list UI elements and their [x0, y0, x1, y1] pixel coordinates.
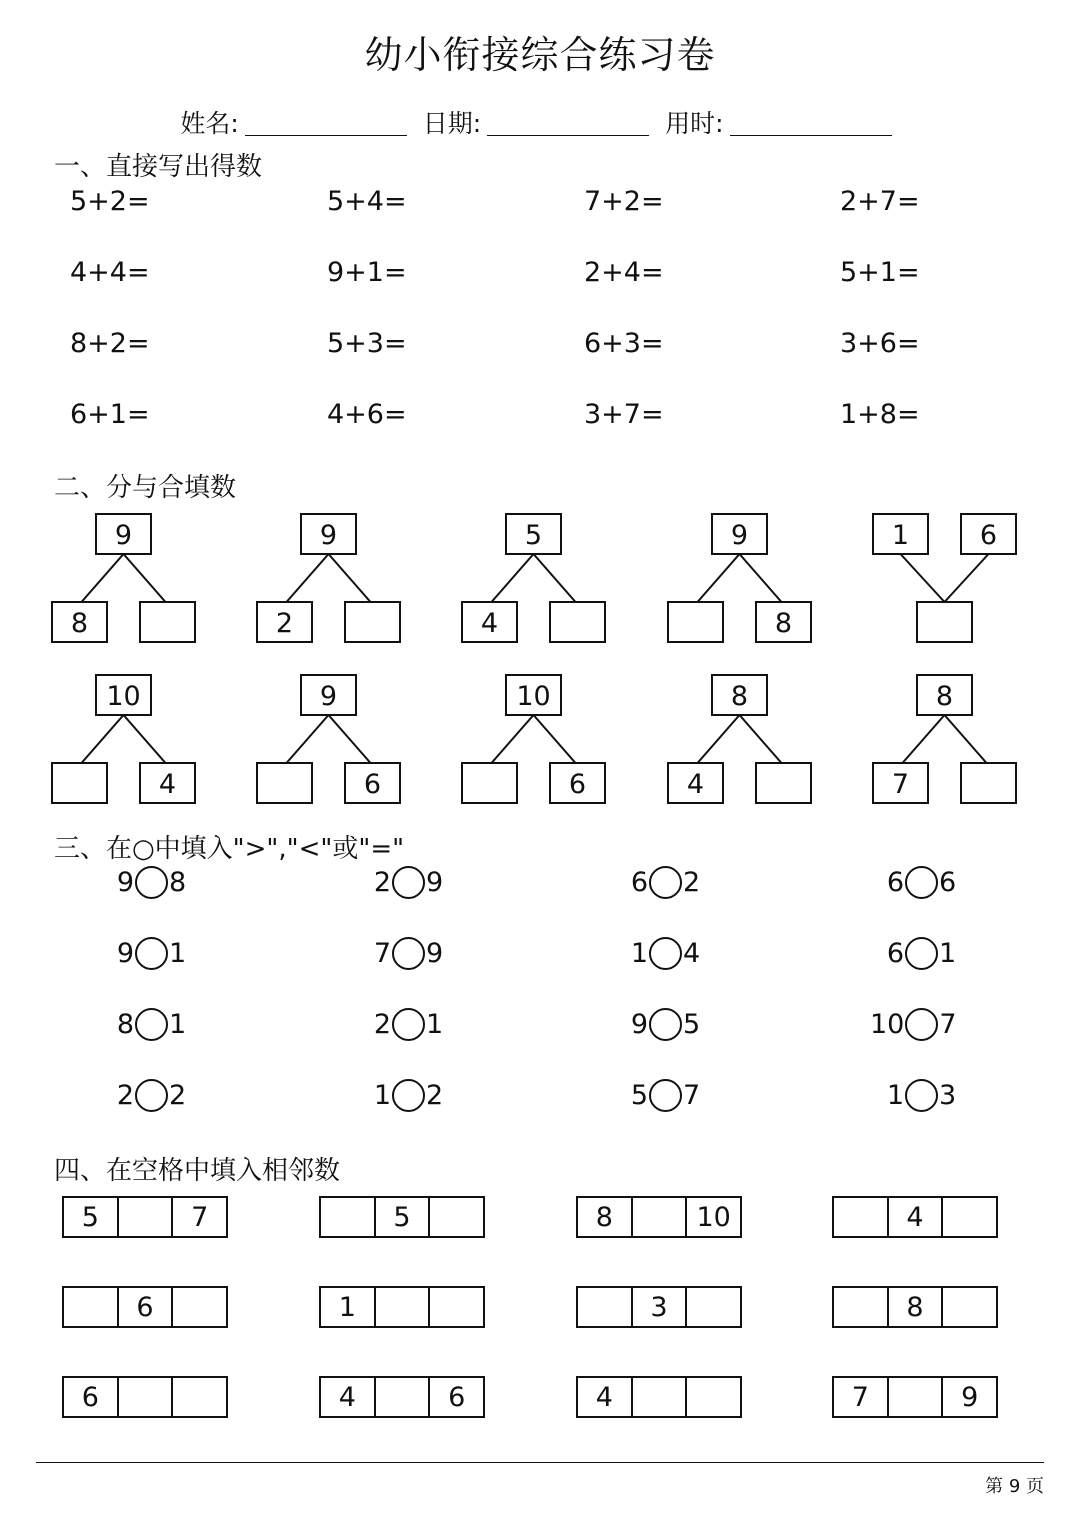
bond-part-box[interactable]	[345, 602, 400, 642]
compare-right-number: 1	[169, 938, 187, 969]
answer-circle[interactable]	[392, 1079, 425, 1112]
compare-right-number: 7	[683, 1080, 701, 1111]
comparison-item	[357, 1079, 443, 1112]
bond-part-box[interactable]	[756, 763, 811, 803]
bond-connector	[945, 554, 989, 602]
neighbor-cell[interactable]: 1	[321, 1288, 376, 1326]
compare-left-number: 2	[373, 867, 391, 898]
bond-part-box-value: 6	[568, 769, 587, 800]
section4-title: 四、在空格中填入相邻数	[54, 1156, 341, 1186]
bond-part-box[interactable]	[873, 763, 928, 803]
comparison-item	[870, 866, 956, 899]
addition-problem: 6+1=	[70, 399, 150, 430]
addition-problem: 5+4=	[327, 186, 407, 217]
addition-problem: 9+1=	[327, 257, 407, 288]
neighbor-strip	[576, 1376, 742, 1418]
bond-connector	[287, 715, 329, 763]
bond-part-box[interactable]	[550, 763, 605, 803]
neighbor-strip	[62, 1196, 228, 1238]
bond-whole-box-value: 10	[516, 681, 551, 712]
neighbor-cell[interactable]: 8	[889, 1288, 944, 1326]
neighbor-strip	[832, 1196, 998, 1238]
answer-circle[interactable]	[649, 1079, 682, 1112]
compare-left-number: 1	[630, 938, 648, 969]
neighbor-cell[interactable]	[376, 1288, 431, 1326]
neighbor-cell[interactable]: 3	[633, 1288, 688, 1326]
bond-connector	[82, 715, 124, 763]
neighbor-cell[interactable]	[119, 1378, 174, 1416]
bond-connector	[534, 715, 576, 763]
compare-right-number: 5	[683, 1009, 701, 1040]
bond-part-box-value: 4	[480, 608, 499, 639]
neighbor-strip	[62, 1286, 228, 1328]
bond-part-box[interactable]	[345, 763, 400, 803]
comparison-item	[870, 937, 956, 970]
neighbor-cell[interactable]	[687, 1288, 740, 1326]
neighbor-cell[interactable]	[173, 1288, 226, 1326]
page-number: 第 9 页	[985, 1476, 1044, 1497]
neighbor-cell[interactable]: 7	[191, 1201, 209, 1233]
compare-left-number: 9	[116, 938, 134, 969]
bond-part-box[interactable]	[668, 763, 723, 803]
neighbor-strip	[319, 1286, 485, 1328]
compare-left-number: 6	[886, 938, 904, 969]
neighbor-cell[interactable]	[321, 1198, 376, 1236]
neighbor-strip	[576, 1196, 742, 1238]
neighbor-strip	[319, 1376, 485, 1418]
bond-part-box[interactable]	[873, 514, 928, 554]
bond-connector	[329, 715, 371, 763]
neighbor-cell[interactable]	[687, 1378, 740, 1416]
answer-circle[interactable]	[905, 1079, 938, 1112]
section1-title: 一、直接写出得数	[54, 152, 263, 182]
neighbor-strip	[319, 1196, 485, 1238]
neighbor-strip	[832, 1376, 998, 1418]
bond-part-box[interactable]	[462, 763, 517, 803]
addition-problem: 1+8=	[840, 399, 920, 430]
name-label: 姓名:	[180, 109, 239, 138]
bond-part-box[interactable]	[756, 602, 811, 642]
neighbor-cell[interactable]: 9	[961, 1381, 979, 1413]
addition-problem: 4+6=	[327, 399, 407, 430]
compare-right-number: 2	[169, 1080, 187, 1111]
compare-left-number: 9	[630, 1009, 648, 1040]
comparison-item	[100, 866, 186, 899]
compare-right-number: 8	[169, 867, 187, 898]
compare-left-number: 1	[373, 1080, 391, 1111]
bond-part-box-value: 1	[891, 520, 910, 551]
addition-problem: 3+6=	[840, 328, 920, 359]
bond-part-box-value: 4	[158, 769, 177, 800]
bond-whole-box[interactable]	[506, 514, 561, 554]
section3-title: 三、在○中填入">","<"或"="	[54, 834, 405, 864]
bond-whole-box[interactable]	[712, 514, 767, 554]
neighbor-cell[interactable]	[119, 1198, 174, 1236]
addition-problem: 5+3=	[327, 328, 407, 359]
bond-whole-box-value: 9	[319, 681, 338, 712]
compare-left-number: 7	[373, 938, 391, 969]
answer-circle[interactable]	[649, 937, 682, 970]
bond-connector	[698, 715, 740, 763]
bond-whole-box[interactable]	[917, 602, 972, 642]
time-label: 用时:	[665, 109, 724, 138]
bond-whole-box[interactable]	[917, 675, 972, 715]
bond-connector	[287, 554, 329, 602]
date-label: 日期:	[422, 109, 482, 138]
comparison-item	[614, 1079, 700, 1112]
compare-left-number: 6	[630, 867, 648, 898]
bond-part-box[interactable]	[961, 514, 1016, 554]
neighbor-cell[interactable]: 4	[321, 1378, 376, 1416]
neighbor-cell[interactable]	[376, 1378, 431, 1416]
bond-connector	[329, 554, 371, 602]
answer-circle[interactable]	[649, 1008, 682, 1041]
neighbor-strip	[62, 1376, 228, 1418]
bond-connector	[698, 554, 740, 602]
answer-circle[interactable]	[905, 866, 938, 899]
bond-connector	[124, 554, 166, 602]
answer-circle[interactable]	[135, 937, 168, 970]
section2-title: 二、分与合填数	[54, 473, 237, 503]
answer-circle[interactable]	[392, 1008, 425, 1041]
comparison-item	[870, 1008, 957, 1041]
bond-connector	[740, 554, 782, 602]
comparison-item	[614, 937, 700, 970]
bond-part-box-value: 8	[774, 608, 793, 639]
neighbor-cell[interactable]: 4	[889, 1198, 944, 1236]
bond-part-box[interactable]	[668, 602, 723, 642]
neighbor-cell[interactable]: 10	[696, 1201, 731, 1233]
bond-part-box[interactable]	[140, 602, 195, 642]
bond-connector	[124, 715, 166, 763]
compare-right-number: 9	[426, 867, 444, 898]
neighbor-cell[interactable]: 5	[376, 1198, 431, 1236]
neighbor-cell[interactable]	[430, 1198, 483, 1236]
answer-circle[interactable]	[905, 937, 938, 970]
neighbor-cell[interactable]	[943, 1288, 996, 1326]
bond-whole-box[interactable]	[506, 675, 561, 715]
compare-left-number: 1	[886, 1080, 904, 1111]
bond-part-box[interactable]	[462, 602, 517, 642]
answer-circle[interactable]	[392, 937, 425, 970]
neighbor-cell[interactable]: 5	[64, 1198, 119, 1236]
bond-part-box[interactable]	[257, 763, 312, 803]
neighbor-cell[interactable]: 6	[119, 1288, 174, 1326]
bond-part-box-value: 4	[686, 769, 705, 800]
bond-part-box-value: 6	[979, 520, 998, 551]
bond-part-box-value: 7	[891, 769, 910, 800]
compare-right-number: 2	[426, 1080, 444, 1111]
comparison-item	[100, 1079, 186, 1112]
comparison-item	[614, 866, 700, 899]
bond-whole-box-value: 9	[319, 520, 338, 551]
comparison-item	[357, 937, 443, 970]
bond-whole-box-value: 5	[524, 520, 543, 551]
bond-part-box-value: 8	[70, 608, 89, 639]
comparison-item	[357, 866, 443, 899]
neighbor-cell[interactable]	[834, 1198, 889, 1236]
neighbor-cell[interactable]	[173, 1378, 226, 1416]
neighbor-cell[interactable]	[64, 1288, 119, 1326]
comparison-item	[357, 1008, 443, 1041]
bond-whole-box-value: 10	[106, 681, 141, 712]
addition-problem: 2+7=	[840, 186, 920, 217]
bond-whole-box-value: 9	[114, 520, 133, 551]
compare-left-number: 2	[116, 1080, 134, 1111]
neighbor-cell[interactable]	[633, 1378, 688, 1416]
bond-connector	[492, 554, 534, 602]
bond-connector	[82, 554, 124, 602]
compare-right-number: 1	[426, 1009, 444, 1040]
comparison-item	[100, 1008, 186, 1041]
answer-circle[interactable]	[135, 1079, 168, 1112]
addition-problem: 6+3=	[584, 328, 664, 359]
neighbor-cell[interactable]	[430, 1288, 483, 1326]
compare-left-number: 5	[630, 1080, 648, 1111]
bond-whole-box[interactable]	[301, 675, 356, 715]
compare-right-number: 7	[939, 1009, 957, 1040]
compare-right-number: 4	[683, 938, 701, 969]
bond-part-box[interactable]	[140, 763, 195, 803]
answer-circle[interactable]	[392, 866, 425, 899]
neighbor-cell[interactable]	[889, 1378, 944, 1416]
answer-circle[interactable]	[649, 866, 682, 899]
compare-right-number: 3	[939, 1080, 957, 1111]
bond-part-box[interactable]	[52, 763, 107, 803]
bond-connector	[903, 715, 945, 763]
bond-connector	[534, 554, 576, 602]
neighbor-cell[interactable]: 8	[578, 1198, 633, 1236]
bond-connector	[740, 715, 782, 763]
neighbor-cell[interactable]	[834, 1288, 889, 1326]
addition-problem: 7+2=	[584, 186, 664, 217]
compare-right-number: 6	[939, 867, 957, 898]
neighbor-strip	[576, 1286, 742, 1328]
compare-left-number: 8	[116, 1009, 134, 1040]
bond-part-box[interactable]	[961, 763, 1016, 803]
bond-part-box[interactable]	[257, 602, 312, 642]
comparison-item	[614, 1008, 700, 1041]
neighbor-cell[interactable]	[578, 1288, 633, 1326]
bond-part-box-value: 6	[363, 769, 382, 800]
compare-right-number: 2	[683, 867, 701, 898]
bond-whole-box[interactable]	[96, 675, 151, 715]
compare-left-number: 6	[886, 867, 904, 898]
bond-whole-box[interactable]	[712, 675, 767, 715]
addition-problem: 8+2=	[70, 328, 150, 359]
answer-circle[interactable]	[135, 866, 168, 899]
footer-divider	[36, 1462, 1044, 1463]
neighbor-cell[interactable]: 7	[834, 1378, 889, 1416]
bond-whole-box-value: 9	[730, 520, 749, 551]
answer-circle[interactable]	[135, 1008, 168, 1041]
addition-problem: 2+4=	[584, 257, 664, 288]
bond-part-box[interactable]	[52, 602, 107, 642]
bond-connector	[945, 715, 987, 763]
bond-connector	[492, 715, 534, 763]
neighbor-cell[interactable]: 4	[578, 1378, 633, 1416]
answer-circle[interactable]	[905, 1008, 938, 1041]
bond-whole-box[interactable]	[301, 514, 356, 554]
compare-right-number: 9	[426, 938, 444, 969]
comparison-item	[100, 937, 186, 970]
bond-whole-box-value: 8	[935, 681, 954, 712]
neighbor-cell[interactable]	[943, 1198, 996, 1236]
compare-right-number: 1	[169, 1009, 187, 1040]
bond-part-box[interactable]	[550, 602, 605, 642]
comparison-item	[870, 1079, 956, 1112]
addition-problem: 3+7=	[584, 399, 664, 430]
bond-connector	[901, 554, 945, 602]
addition-problem: 4+4=	[70, 257, 150, 288]
compare-left-number: 2	[373, 1009, 391, 1040]
neighbor-cell[interactable]	[633, 1198, 688, 1236]
addition-problem: 5+1=	[840, 257, 920, 288]
neighbor-cell[interactable]: 6	[448, 1381, 466, 1413]
bond-whole-box[interactable]	[96, 514, 151, 554]
addition-problem: 5+2=	[70, 186, 150, 217]
neighbor-cell[interactable]: 6	[64, 1378, 119, 1416]
bond-whole-box-value: 8	[730, 681, 749, 712]
bond-part-box-value: 2	[275, 608, 294, 639]
compare-left-number: 10	[870, 1009, 905, 1040]
neighbor-strip	[832, 1286, 998, 1328]
compare-right-number: 1	[939, 938, 957, 969]
page-title: 幼小衔接综合练习卷	[364, 33, 716, 77]
compare-left-number: 9	[116, 867, 134, 898]
